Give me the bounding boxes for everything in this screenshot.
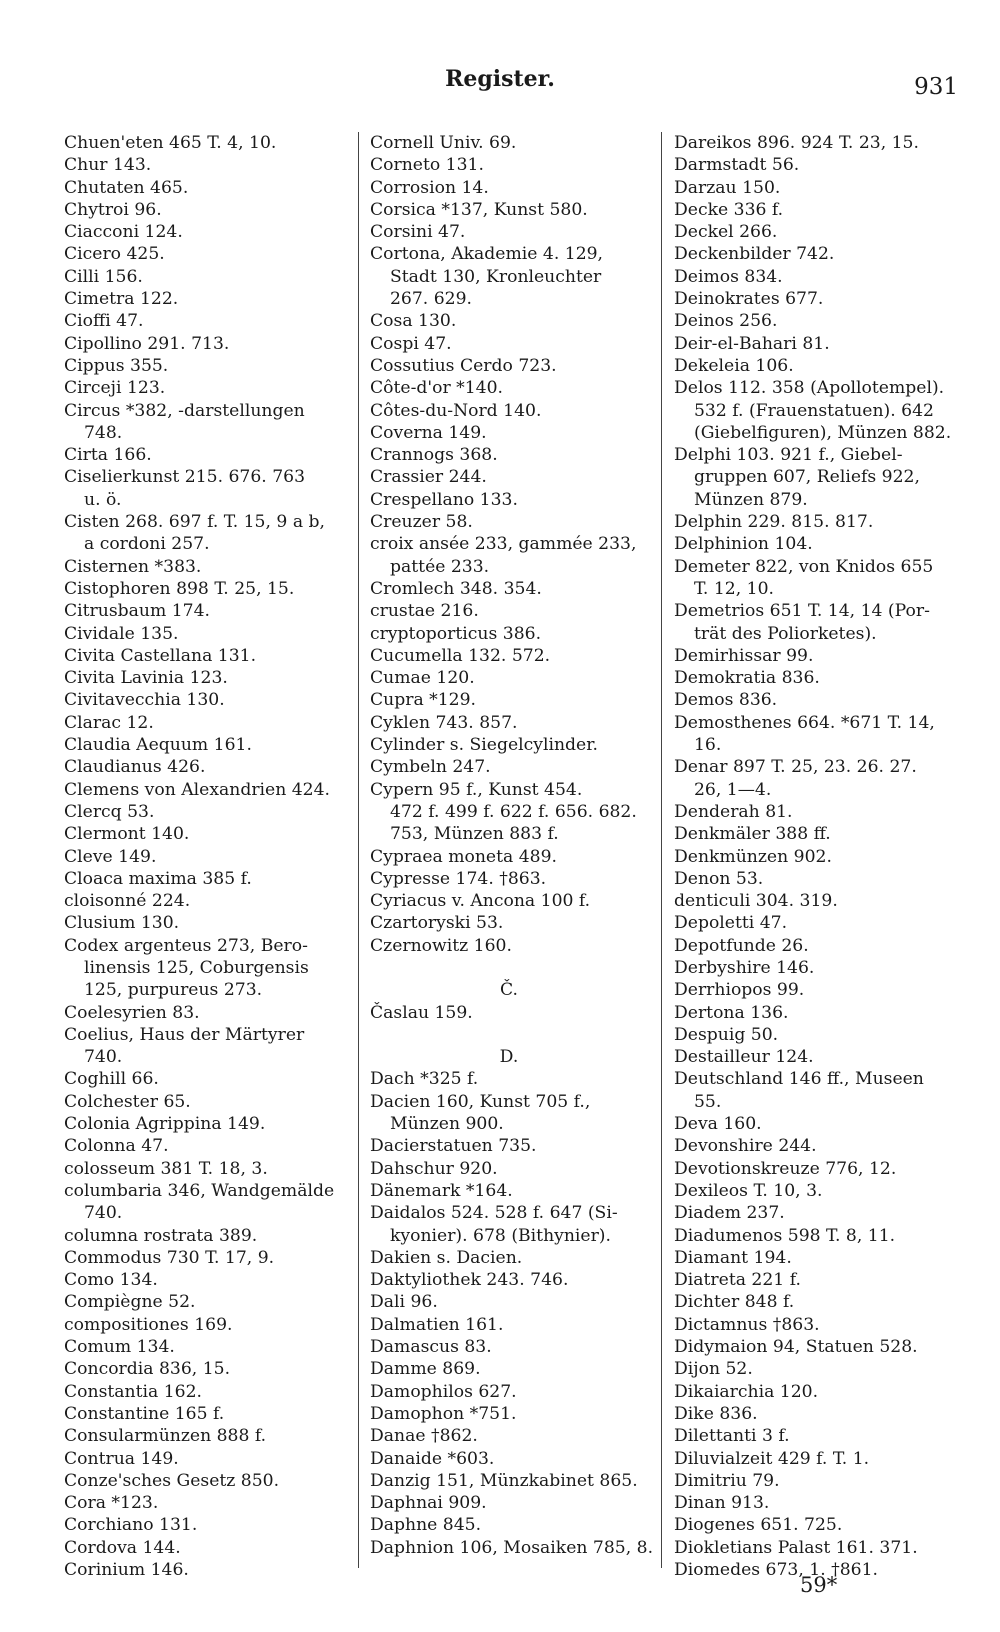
index-entry-line: Delphi 103. 921 f., Giebel-: [674, 445, 903, 466]
index-entry-line: Czartoryski 53.: [370, 913, 504, 934]
index-entry-line: Depoletti 47.: [674, 913, 788, 934]
index-entry-line: Diamant 194.: [674, 1247, 792, 1268]
index-entry-line: Dacien 160, Kunst 705 f.,: [370, 1091, 591, 1112]
index-entry-line: u. ö.: [84, 489, 122, 510]
index-entry-line: Deinokrates 677.: [674, 289, 824, 310]
index-entry-line: Chur 143.: [64, 155, 152, 176]
index-entry-line: Côtes-du-Nord 140.: [370, 400, 542, 421]
index-entry-line: Ciacconi 124.: [64, 222, 183, 243]
index-entry-line: T. 12, 10.: [694, 578, 774, 599]
index-entry-line: Crassier 244.: [370, 467, 487, 488]
index-entry-line: Münzen 879.: [694, 489, 808, 510]
index-entry-line: Crannogs 368.: [370, 445, 498, 466]
index-entry-line: Demetrios 651 T. 14, 14 (Por-: [674, 601, 930, 622]
index-entry-line: Cordova 144.: [64, 1537, 181, 1558]
index-entry-line: Denkmäler 388 ff.: [674, 824, 831, 845]
index-entry-line: Cypern 95 f., Kunst 454.: [370, 779, 583, 800]
index-entry-line: Cyklen 743. 857.: [370, 712, 518, 733]
index-entry-line: Civita Castellana 131.: [64, 645, 257, 666]
index-entry-line: Cospi 47.: [370, 333, 452, 354]
index-entry-line: Deutschland 146 ff., Museen: [674, 1069, 924, 1090]
index-entry-line: Daphnion 106, Mosaiken 785, 8.: [370, 1537, 654, 1558]
index-entry-line: Darzau 150.: [674, 177, 781, 198]
index-entry-line: Cromlech 348. 354.: [370, 578, 542, 599]
index-entry-line: Clemens von Alexandrien 424.: [64, 779, 331, 800]
index-entry-line: Diluvialzeit 429 f. T. 1.: [674, 1448, 870, 1469]
index-entry-line: Cumae 120.: [370, 668, 475, 689]
index-entry-line: Deinos 256.: [674, 311, 778, 332]
index-entry-line: Consularmünzen 888 f.: [64, 1426, 267, 1447]
index-entry-line: pattée 233.: [390, 556, 490, 577]
index-entry-line: 16.: [694, 735, 722, 756]
index-entry-line: Chuen'eten 465 T. 4, 10.: [64, 133, 277, 153]
index-entry-line: Dertona 136.: [674, 1002, 789, 1023]
index-entry-line: Constantine 165 f.: [64, 1403, 225, 1424]
index-entry-line: Citrusbaum 174.: [64, 601, 211, 622]
index-entry-line: Concordia 836, 15.: [64, 1359, 231, 1380]
index-entry-line: Deckel 266.: [674, 222, 778, 243]
index-entry-line: 740.: [84, 1203, 123, 1224]
index-entry-line: Cipollino 291. 713.: [64, 333, 230, 354]
index-entry-line: Dilettanti 3 f.: [674, 1426, 790, 1447]
index-entry-line: Diatreta 221 f.: [674, 1270, 801, 1291]
index-entry-line: Cloaca maxima 385 f.: [64, 868, 252, 889]
index-entry-line: Dänemark *164.: [370, 1180, 513, 1201]
index-column-3: [674, 132, 964, 1581]
index-entry-line: Cicero 425.: [64, 244, 165, 265]
index-entry-line: Czernowitz 160.: [370, 935, 512, 956]
index-entry-line: Cylinder s. Siegelcylinder.: [370, 735, 599, 756]
index-entry-line: Cistophoren 898 T. 25, 15.: [64, 578, 295, 599]
index-entry-line: Corinium 146.: [64, 1560, 189, 1580]
index-entry-line: Chutaten 465.: [64, 177, 189, 198]
index-entry-line: Denderah 81.: [674, 801, 793, 822]
index-entry-line: Cucumella 132. 572.: [370, 645, 551, 666]
index-entry-line: Daphne 845.: [370, 1515, 482, 1536]
index-entry-line: Časlau 159.: [370, 1002, 473, 1023]
index-entry-line: 26, 1—4.: [694, 779, 772, 800]
index-entry-line: Clusium 130.: [64, 913, 180, 934]
spacer: [370, 957, 648, 979]
index-entry-line: Cioffi 47.: [64, 311, 144, 332]
index-entry-line: Damme 869.: [370, 1359, 481, 1380]
index-entry-line: Stadt 130, Kronleuchter: [390, 266, 602, 287]
index-entry-line: Corneto 131.: [370, 155, 484, 176]
index-entry-line: Devotionskreuze 776, 12.: [674, 1158, 897, 1179]
index-entry-line: Contrua 149.: [64, 1448, 179, 1469]
index-entry-line: 532 f. (Frauenstatuen). 642: [694, 400, 934, 421]
index-entry-line: Cortona, Akademie 4. 129,: [370, 244, 604, 265]
index-entry-line: 753, Münzen 883 f.: [390, 824, 559, 845]
index-entry-line: Dinan 913.: [674, 1493, 770, 1514]
index-entry-line: Claudianus 426.: [64, 757, 206, 778]
index-entry-line: Cisten 268. 697 f. T. 15, 9 a b,: [64, 512, 325, 533]
index-entry-line: Dike 836.: [674, 1403, 758, 1424]
index-entry-line: Cossutius Cerdo 723.: [370, 355, 557, 376]
index-entry-line: cryptoporticus 386.: [370, 623, 542, 644]
index-entry-line: Dach *325 f.: [370, 1069, 479, 1090]
index-entry-line: 267. 629.: [390, 289, 473, 310]
index-entry-line: (Giebelfiguren), Münzen 882.: [694, 422, 952, 443]
index-entry-line: Despuig 50.: [674, 1024, 779, 1045]
index-entry-line: Clercq 53.: [64, 801, 155, 822]
index-entry-line: Demeter 822, von Knidos 655: [674, 556, 934, 577]
index-entry-line: Cupra *129.: [370, 690, 477, 711]
index-entry-line: Diadumenos 598 T. 8, 11.: [674, 1225, 896, 1246]
index-entry-line: Cypraea moneta 489.: [370, 846, 557, 867]
index-entry-line: colosseum 381 T. 18, 3.: [64, 1158, 268, 1179]
index-entry-line: Danzig 151, Münzkabinet 865.: [370, 1470, 638, 1491]
index-entry-line: Cividale 135.: [64, 623, 179, 644]
index-entry-line: Diogenes 651. 725.: [674, 1515, 843, 1536]
index-entry-line: Colchester 65.: [64, 1091, 191, 1112]
index-entry-line: Crespellano 133.: [370, 489, 518, 510]
index-entry-line: Cisternen *383.: [64, 556, 202, 577]
index-entry-line: Decke 336 f.: [674, 199, 784, 220]
index-entry-line: Constantia 162.: [64, 1381, 202, 1402]
index-entry-line: Depotfunde 26.: [674, 935, 809, 956]
index-entry-line: Chytroi 96.: [64, 199, 162, 220]
index-entry-line: Diomedes 673, 1. †861.: [674, 1560, 879, 1580]
index-entry-line: Cyriacus v. Ancona 100 f.: [370, 891, 591, 912]
index-entry-line: trät des Poliorketes).: [694, 623, 877, 644]
index-entry-line: Coelesyrien 83.: [64, 1002, 200, 1023]
index-entry-line: Daktyliothek 243. 746.: [370, 1270, 569, 1291]
index-entry-line: Damascus 83.: [370, 1337, 492, 1358]
index-entry-line: Darmstadt 56.: [674, 155, 800, 176]
index-entry-line: Cosa 130.: [370, 311, 457, 332]
index-entry-line: Diadem 237.: [674, 1203, 785, 1224]
index-entry-line: 472 f. 499 f. 622 f. 656. 682.: [390, 801, 637, 822]
page-header-title: Register.: [445, 66, 555, 92]
index-entry-line: Denkmünzen 902.: [674, 846, 832, 867]
index-entry-line: Cirta 166.: [64, 445, 152, 466]
index-entry-line: Ciselierkunst 215. 676. 763: [64, 467, 306, 488]
index-entry-line: Circus *382, -darstellungen: [64, 400, 305, 421]
index-entry-line: Creuzer 58.: [370, 512, 473, 533]
index-entry-line: Demosthenes 664. *671 T. 14,: [674, 712, 935, 733]
index-entry-line: Damophilos 627.: [370, 1381, 517, 1402]
index-entry-line: Dahschur 920.: [370, 1158, 498, 1179]
index-entry-line: Codex argenteus 273, Bero-: [64, 935, 308, 956]
index-entry-line: Demokratia 836.: [674, 668, 820, 689]
index-entry-line: Derbyshire 146.: [674, 957, 815, 978]
index-entry-line: Delphinion 104.: [674, 534, 813, 555]
index-entry-line: Dareikos 896. 924 T. 23, 15.: [674, 133, 919, 153]
index-entry-line: Delphin 229. 815. 817.: [674, 512, 874, 533]
index-entry-line: Dacierstatuen 735.: [370, 1136, 537, 1157]
index-entry-line: Didymaion 94, Statuen 528.: [674, 1337, 918, 1358]
index-entry-line: Como 134.: [64, 1270, 158, 1291]
index-entry-line: Cypresse 174. †863.: [370, 868, 547, 889]
index-entry-line: Coelius, Haus der Märtyrer: [64, 1024, 305, 1045]
index-entry-line: Dali 96.: [370, 1292, 438, 1313]
index-entry-line: Clarac 12.: [64, 712, 154, 733]
index-entry-line: Coghill 66.: [64, 1069, 159, 1090]
index-column-2: [370, 132, 654, 1559]
section-heading: D.: [499, 1047, 519, 1068]
index-entry-line: Civita Lavinia 123.: [64, 668, 228, 689]
index-entry-line: Claudia Aequum 161.: [64, 735, 252, 756]
index-entry-line: Dictamnus †863.: [674, 1314, 820, 1335]
index-entry-line: compositiones 169.: [64, 1314, 233, 1335]
index-entry-line: Côte-d'or *140.: [370, 378, 504, 399]
index-entry-line: Deckenbilder 742.: [674, 244, 835, 265]
index-entry-line: 748.: [84, 422, 123, 443]
index-entry-line: kyonier). 678 (Bithynier).: [390, 1225, 611, 1246]
index-entry-line: Dichter 848 f.: [674, 1292, 795, 1313]
column-divider: [661, 132, 662, 1568]
index-entry-line: Denar 897 T. 25, 23. 26. 27.: [674, 757, 917, 778]
index-entry-line: Demirhissar 99.: [674, 645, 814, 666]
index-entry-line: cloisonné 224.: [64, 891, 191, 912]
index-entry-line: Danae †862.: [370, 1426, 478, 1447]
section-heading: Č.: [499, 980, 518, 1001]
index-entry-line: Corchiano 131.: [64, 1515, 198, 1536]
index-entry-line: Civitavecchia 130.: [64, 690, 225, 711]
index-entry-line: Dijon 52.: [674, 1359, 753, 1380]
index-entry-line: Delos 112. 358 (Apollotempel).: [674, 378, 945, 399]
index-entry-line: Compiègne 52.: [64, 1292, 196, 1313]
index-entry-line: Münzen 900.: [390, 1114, 504, 1135]
index-entry-line: gruppen 607, Reliefs 922,: [694, 467, 920, 488]
index-entry-line: Colonna 47.: [64, 1136, 169, 1157]
index-entry-line: 740.: [84, 1047, 123, 1068]
index-entry-line: Demos 836.: [674, 690, 778, 711]
index-entry-line: Corsini 47.: [370, 222, 466, 243]
index-entry-line: Deir-el-Bahari 81.: [674, 333, 830, 354]
column-divider: [358, 132, 359, 1568]
index-entry-line: crustae 216.: [370, 601, 479, 622]
index-entry-line: Dimitriu 79.: [674, 1470, 780, 1491]
index-entry-line: Dakien s. Dacien.: [370, 1247, 523, 1268]
index-entry-line: Devonshire 244.: [674, 1136, 817, 1157]
index-entry-line: columna rostrata 389.: [64, 1225, 258, 1246]
index-entry-line: Coverna 149.: [370, 422, 487, 443]
index-entry-line: Clermont 140.: [64, 824, 190, 845]
index-entry-line: Daphnai 909.: [370, 1493, 487, 1514]
index-entry-line: Derrhiopos 99.: [674, 980, 805, 1001]
index-entry-line: Cippus 355.: [64, 355, 169, 376]
index-entry-line: Denon 53.: [674, 868, 764, 889]
index-entry-line: Daidalos 524. 528 f. 647 (Si-: [370, 1203, 618, 1224]
index-entry-line: Dekeleia 106.: [674, 355, 794, 376]
index-column-1: [64, 132, 348, 1581]
index-entry-line: columbaria 346, Wandgemälde: [64, 1180, 335, 1201]
index-entry-line: Corsica *137, Kunst 580.: [370, 199, 588, 220]
index-entry-line: Conze'sches Gesetz 850.: [64, 1470, 280, 1491]
index-entry-line: Cora *123.: [64, 1493, 159, 1514]
index-entry-line: Cleve 149.: [64, 846, 157, 867]
index-entry-line: Circeji 123.: [64, 378, 166, 399]
index-entry-line: Dikaiarchia 120.: [674, 1381, 819, 1402]
spacer: [370, 1024, 648, 1046]
index-entry-line: Colonia Agrippina 149.: [64, 1114, 266, 1135]
index-entry-line: 55.: [694, 1091, 722, 1112]
signature-mark: 59*: [800, 1573, 838, 1597]
index-entry-line: Deimos 834.: [674, 266, 783, 287]
index-entry-line: a cordoni 257.: [84, 534, 210, 555]
index-entry-line: denticuli 304. 319.: [674, 891, 838, 912]
index-entry-line: Danaide *603.: [370, 1448, 495, 1469]
index-entry-line: 125, purpureus 273.: [84, 980, 263, 1001]
index-entry-line: Cimetra 122.: [64, 289, 179, 310]
index-entry-line: Destailleur 124.: [674, 1047, 814, 1068]
index-entry-line: Damophon *751.: [370, 1403, 517, 1424]
index-entry-line: Cilli 156.: [64, 266, 143, 287]
index-entry-line: Corrosion 14.: [370, 177, 489, 198]
page-number: 931: [914, 74, 958, 100]
index-entry-line: croix ansée 233, gammée 233,: [370, 534, 637, 555]
index-entry-line: Cymbeln 247.: [370, 757, 491, 778]
index-entry-line: Diokletians Palast 161. 371.: [674, 1537, 918, 1558]
index-entry-line: Dalmatien 161.: [370, 1314, 504, 1335]
index-entry-line: Dexileos T. 10, 3.: [674, 1180, 823, 1201]
index-entry-line: Commodus 730 T. 17, 9.: [64, 1247, 275, 1268]
index-entry-line: linensis 125, Coburgensis: [84, 957, 309, 978]
index-entry-line: Deva 160.: [674, 1114, 762, 1135]
index-entry-line: Cornell Univ. 69.: [370, 133, 517, 153]
index-entry-line: Comum 134.: [64, 1337, 175, 1358]
